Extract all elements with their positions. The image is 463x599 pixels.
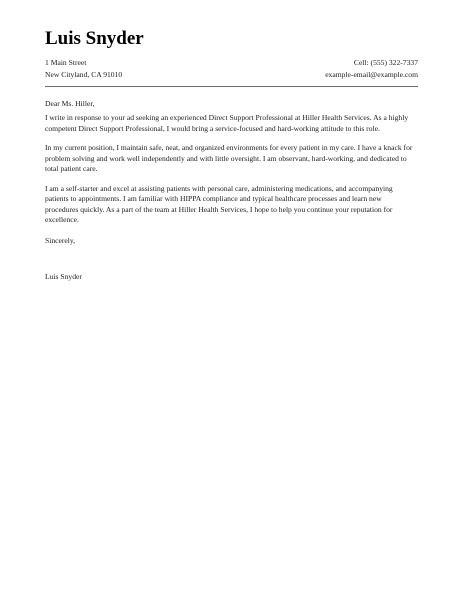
header-divider — [45, 86, 418, 87]
email-address: example-email@example.com — [325, 70, 418, 79]
phone-number: Cell: (555) 322-7337 — [353, 58, 418, 67]
address-line-1: 1 Main Street — [45, 58, 87, 67]
contact-row-2 — [45, 69, 418, 81]
closing: Sincerely, — [45, 235, 76, 245]
sender-name: Luis Snyder — [45, 28, 144, 49]
letter-page — [45, 28, 418, 282]
signature-name: Luis Snyder — [45, 271, 82, 281]
body-paragraph-1: I write in response to your ad seeking an experienced Direct Support Professional at Hiller Health Services. As a highly competent Direct Support Professional, I would bring a service-focused and hard-working attitude to this role. — [45, 113, 409, 133]
body-paragraph-3: I am a self-starter and excel at assisting patients with personal care, administering medications, and accompanying patients to appointments. I am familiar with HIPPA compliance and typical healthcare processes and learn new procedures quickly. As a part of the team at Hiller Health Services, I hope to help you continue your reputation for excellence. — [45, 183, 393, 224]
contact-row-1 — [45, 57, 418, 69]
salutation: Dear Ms. Hiller, — [45, 99, 95, 108]
address-line-2: New Cityland, CA 91010 — [45, 70, 123, 79]
body-paragraph-2: In my current position, I maintain safe, neat, and organized environments for every patient in my care. I have a knack for problem solving and work well independently and with little oversight. I am observant, hard-working, and dedicated to total patient care. — [45, 143, 413, 173]
